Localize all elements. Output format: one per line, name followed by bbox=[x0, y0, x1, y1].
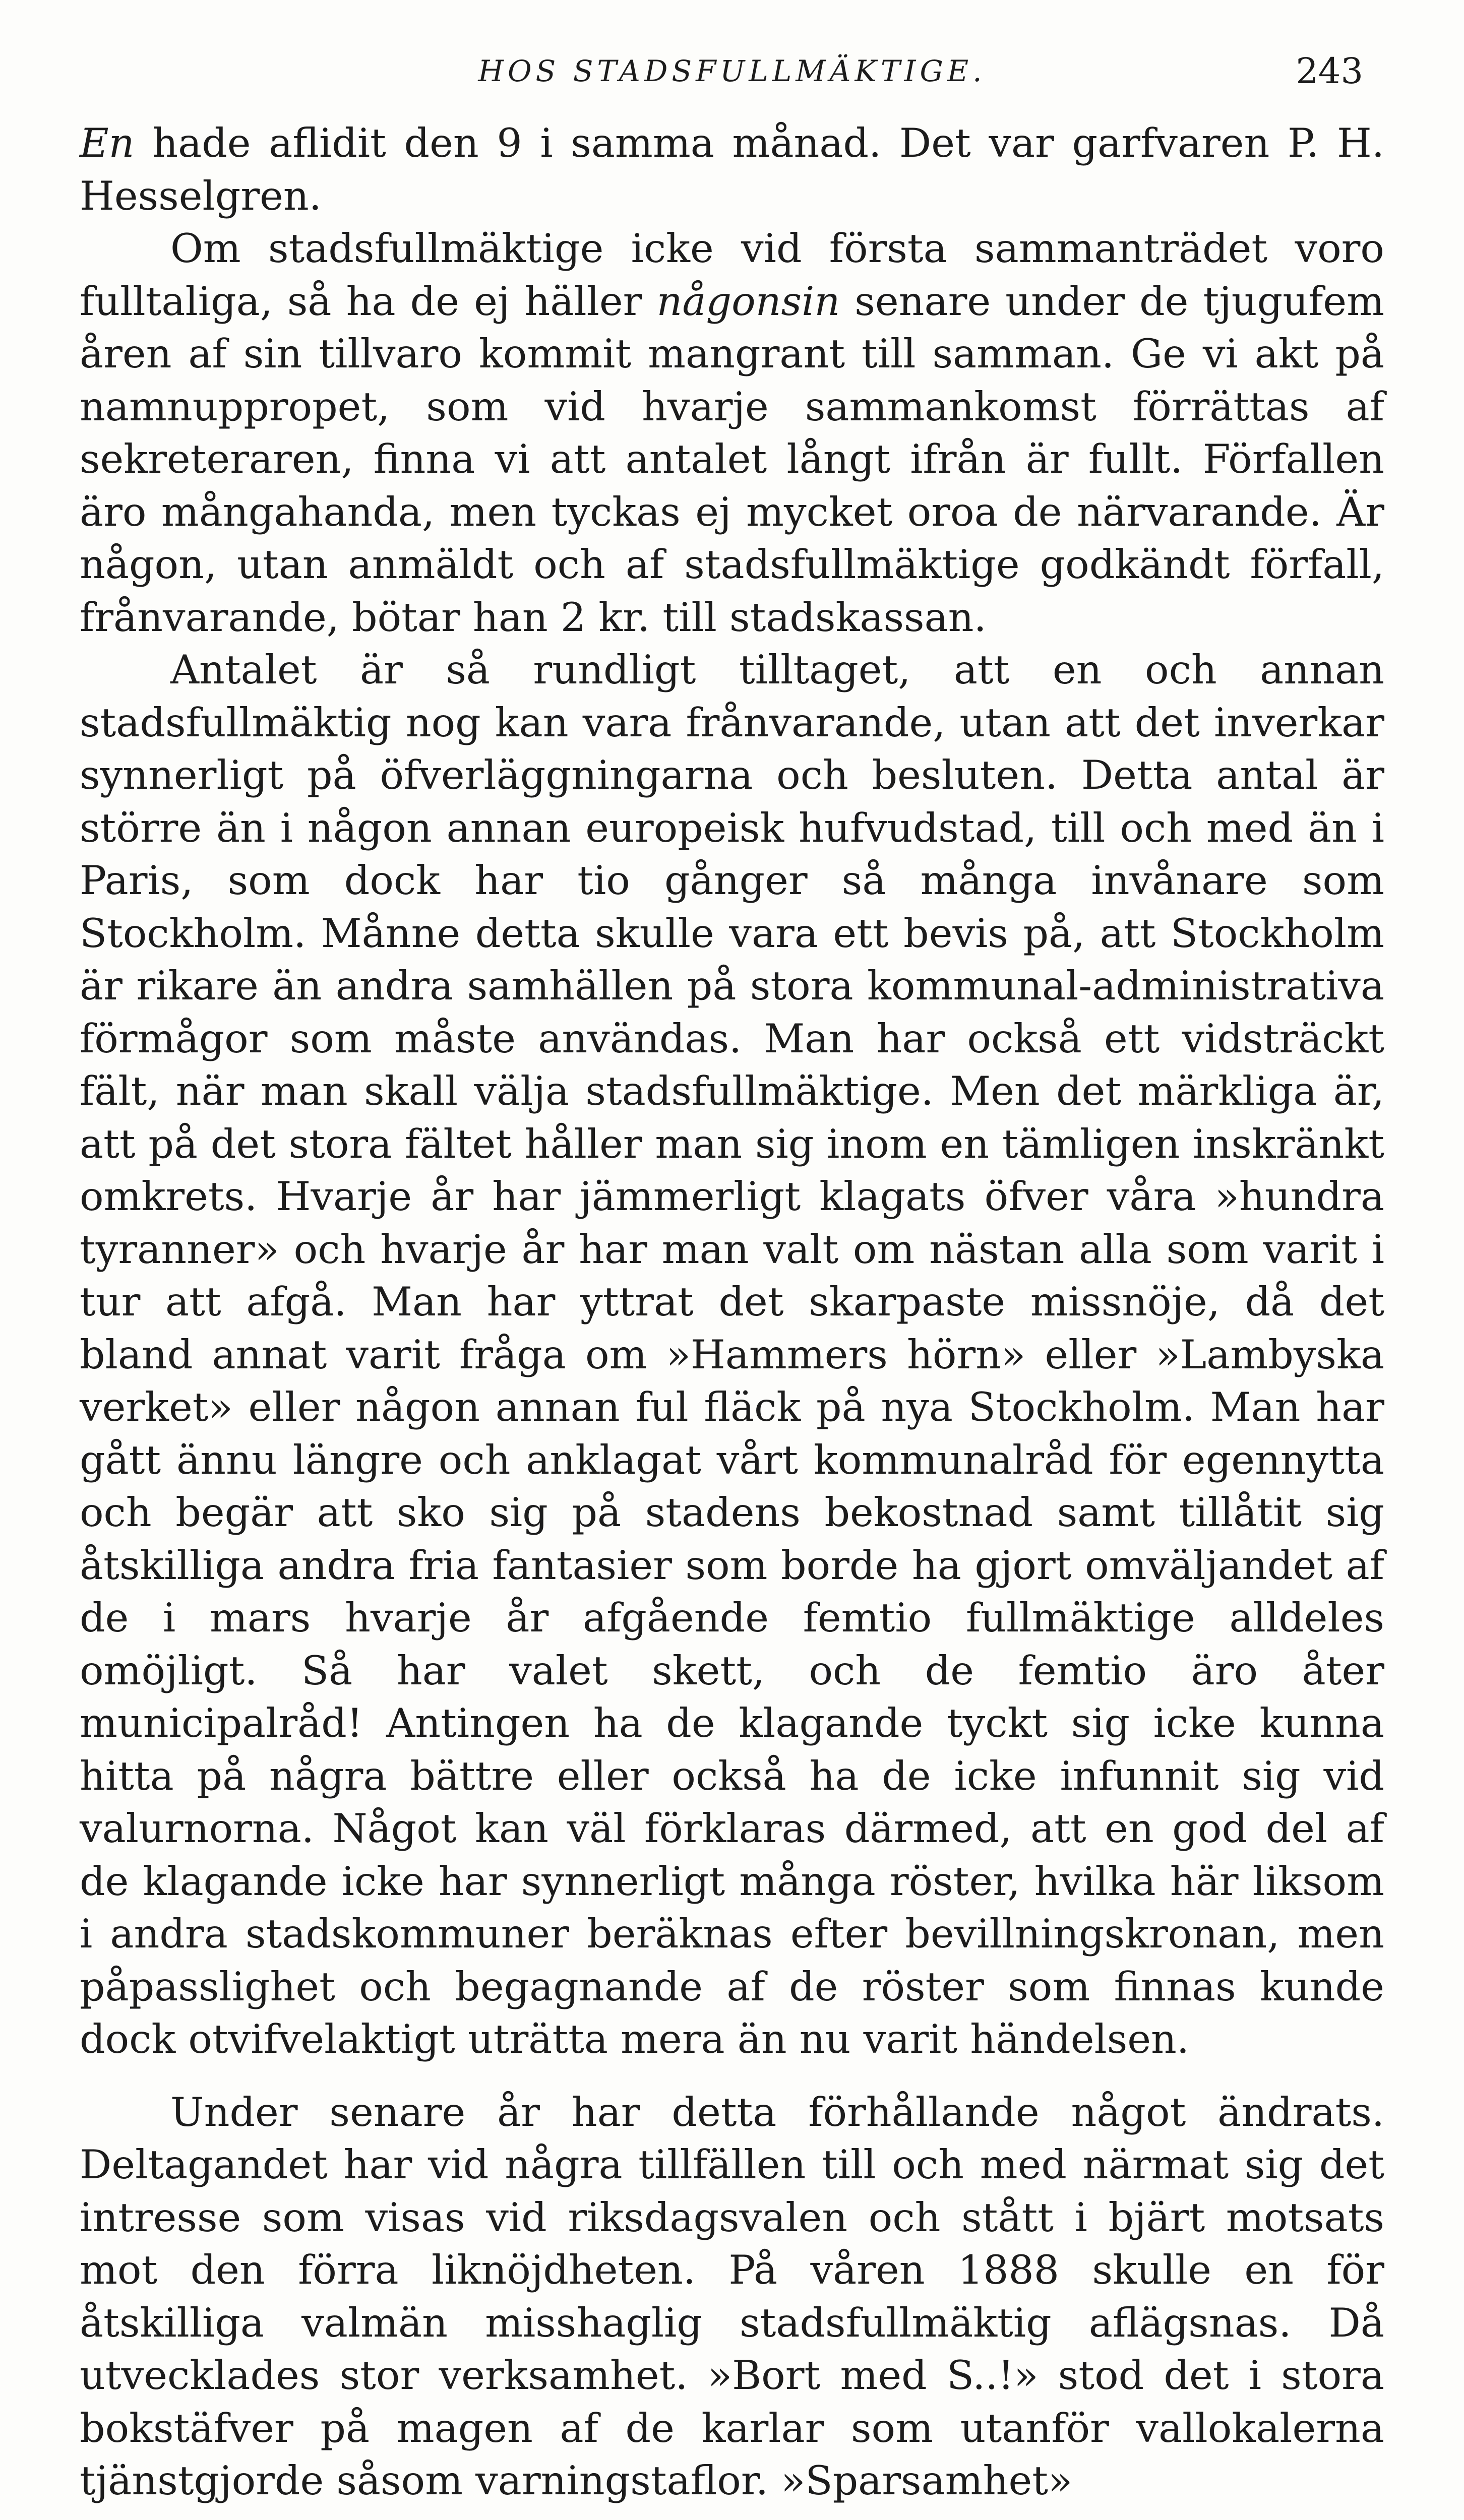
paragraph-3: Antalet är så rundligt tilltaget, att en och annan stadsfullmäktig nog kan vara frånvarande, utan att det inverkar synnerligt på öfverläggningarna och besluten. Detta antal är större än i någon annan europeisk hufvudstad, till och med än i Paris, som dock har tio gånger så många invånare som Stockholm. Månne detta skulle vara ett bevis på, att Stockholm är rikare än andra samhällen på stora kommunal-administrativa förmågor som måste användas. Man har också ett vidsträckt fält, när man skall välja stadsfullmäktige. Men det märkliga är, att på det stora fältet håller man sig inom en tämligen inskränkt omkrets. Hvarje år har jämmerligt klagats öfver våra »hundra tyranner» och hvarje år har man valt om nästan alla som varit i tur att afgå. Man har yttrat det skarpaste missnöje, då det bland annat varit fråga om »Hammers hörn» eller »Lambyska verket» eller någon annan ful fläck på nya Stockholm. Man har gått ännu längre och anklagat vårt kommunalråd för egennytta och begär att sko sig på stadens bekostnad samt tillåtit sig åtskilliga andra fria fantasier som borde ha gjort omväljandet af de i mars hvarje år afgående femtio fullmäktige alldeles omöjligt. Så har valet skett, och de femtio äro åter municipalråd! Antingen ha de klagande tyckt sig icke kunna hitta på några bättre eller också ha de icke infunnit sig vid valurnorna. Något kan väl förklaras därmed, att en god del af de klagande icke har synnerligt många röster, hvilka här liksom i andra stadskommuner beräknas efter bevillningskronan, men påpasslighet och begagnande af de röster som finnas kunde dock otvifvelaktigt uträtta mera än nu varit händelsen. bbox=[80, 647, 1384, 2062]
paragraph-2-text-after: senare under de tjugufem åren af sin tillvaro kommit mangrant till samman. Ge vi akt på namnuppropet, som vid hvarje sammankomst förrättas af sekreteraren, finna vi att antalet långt ifrån är fullt. Förfallen äro mångahanda, men tyckas ej mycket oroa de närvarande. Är någon, utan anmäldt och af stadsfullmäktige godkändt förfall, frånvarande, bötar han 2 kr. till stadskassan. bbox=[80, 278, 1384, 641]
running-title: HOS STADSFULLMÄKTIGE. bbox=[478, 54, 986, 88]
paragraph-2 bbox=[80, 222, 1384, 644]
paragraph-1-lead-italic: En bbox=[80, 120, 135, 166]
paragraph-1-text: hade aflidit den 9 i samma månad. Det var garfvaren P. H. Hesselgren. bbox=[80, 120, 1384, 219]
paragraph-4: Under senare år har detta förhållande något ändrats. Deltagandet har vid några tillfällen till och med närmat sig det intresse som visas vid riksdagsvalen och stått i bjärt motsats mot den förra liknöjdheten. På våren 1888 skulle en för åtskilliga valmän misshaglig stadsfullmäktig aflägsnas. Då utvecklades stor verksamhet. »Bort med S..!» stod det i stora bokstäfver på magen af de karlar som utanför vallokalerna tjänstgjorde såsom varningstaflor. »Sparsamhet» bbox=[80, 2089, 1384, 2504]
body-text bbox=[80, 117, 1384, 2507]
paragraph-1 bbox=[80, 117, 1384, 222]
paragraph-2-italic-word: någonsin bbox=[656, 278, 840, 325]
running-header bbox=[101, 43, 1363, 99]
paragraph-2-text-before: Om stadsfullmäktige icke vid första sammanträdet voro fulltaliga, så ha de ej häller bbox=[80, 225, 1384, 325]
page-number: 243 bbox=[1296, 50, 1363, 92]
